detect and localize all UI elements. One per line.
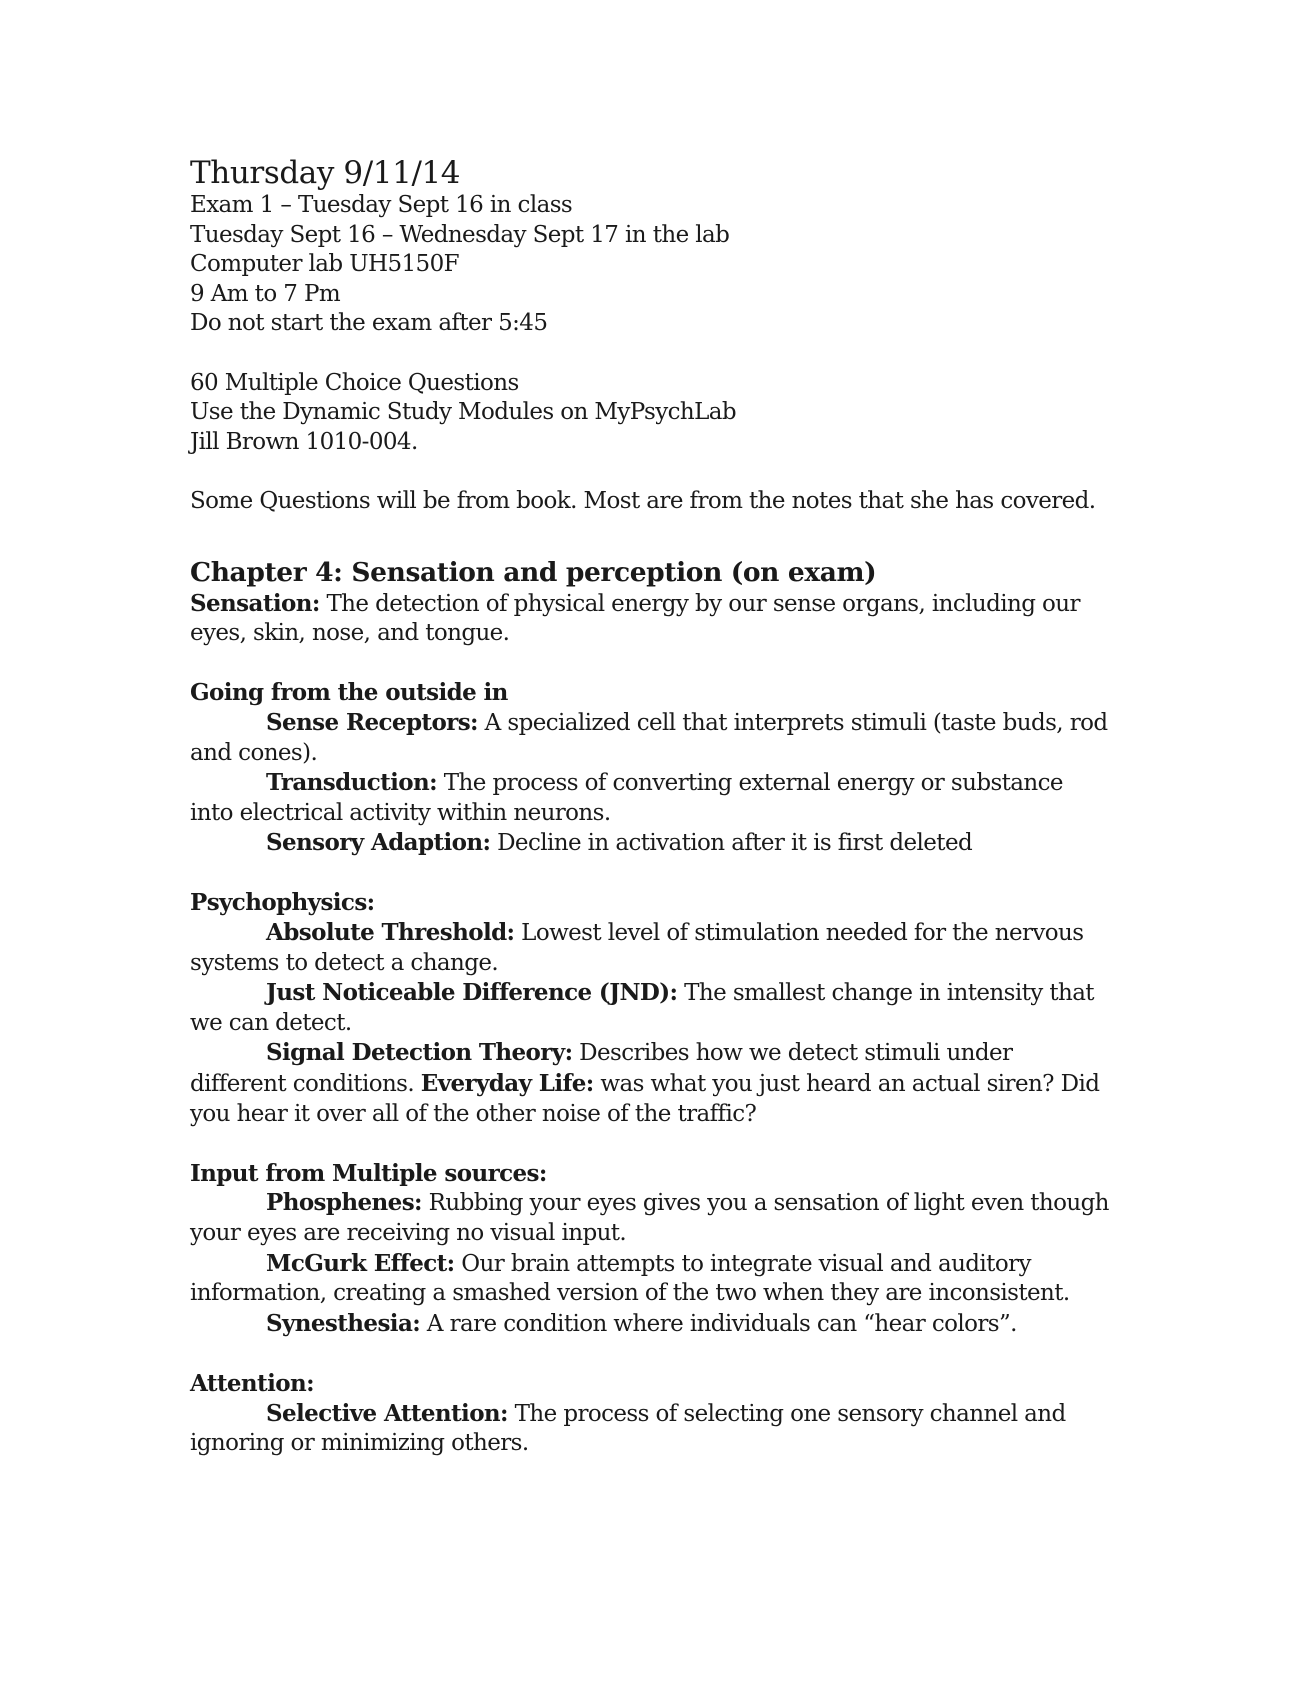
term-entry <box>190 768 1110 828</box>
term: Signal Detection Theory: <box>266 1039 573 1067</box>
info-line: 60 Multiple Choice Questions <box>190 369 519 396</box>
spacer <box>190 1129 1110 1159</box>
definition: Describes how we detect stimuli under different conditions. <box>190 1040 1013 1098</box>
term: Phosphenes: <box>266 1189 422 1217</box>
term-entry <box>190 708 1110 768</box>
exam-line: Computer lab UH5150F <box>190 251 459 278</box>
spacer <box>190 1339 1110 1369</box>
chapter-heading: Chapter 4: Sensation and perception (on exam) <box>190 556 877 588</box>
definition: The process of converting external energy or substance into electrical activity within neurons. <box>190 770 1063 826</box>
definition: The smallest change in intensity that we can detect. <box>190 980 1094 1036</box>
spacer <box>190 339 1110 369</box>
spacer <box>190 649 1110 679</box>
definition: Our brain attempts to integrate visual and auditory information, creating a smashed version of the two when they are inconsistent. <box>190 1250 1070 1307</box>
term: McGurk Effect: <box>266 1249 455 1277</box>
section-heading: Psychophysics: <box>190 889 375 917</box>
definition: The process of selecting one sensory channel and ignoring or minimizing others. <box>190 1400 1066 1457</box>
definition: Decline in activation after it is first deleted <box>490 830 973 857</box>
term: Just Noticeable Difference (JND): <box>266 979 678 1007</box>
term-entry <box>190 1188 1110 1248</box>
term-entry <box>190 1399 1110 1459</box>
spacer <box>190 859 1110 889</box>
term: Transduction: <box>266 769 438 797</box>
definition: Lowest level of stimulation needed for the nervous systems to detect a change. <box>190 920 1084 976</box>
term-entry <box>190 1249 1110 1309</box>
spacer <box>190 457 1110 487</box>
term-entry <box>190 1038 1110 1129</box>
document-page <box>190 155 1110 1459</box>
info-line: Use the Dynamic Study Modules on MyPsychLab <box>190 399 737 426</box>
definition: was what you just heard an actual siren? Did you hear it over all of the other noise of the traffic? <box>190 1071 1100 1127</box>
term: Sensory Adaption: <box>266 829 491 857</box>
exam-line: 9 Am to 7 Pm <box>190 280 341 307</box>
sensation-definition <box>190 589 1110 649</box>
section-heading: Attention: <box>190 1369 314 1397</box>
section-heading: Input from Multiple sources: <box>190 1159 547 1187</box>
exam-line: Exam 1 – Tuesday Sept 16 in class <box>190 192 573 218</box>
definition: Rubbing your eyes gives you a sensation of light even though your eyes are receiving no visual input. <box>190 1190 1109 1246</box>
exam-line: Do not start the exam after 5:45 <box>190 310 548 337</box>
term: Selective Attention: <box>266 1399 508 1427</box>
page-title: Thursday 9/11/14 <box>190 155 461 191</box>
term-entry <box>190 918 1110 978</box>
definition: The detection of physical energy by our sense organs, including our eyes, skin, nose, and tongue. <box>190 590 1080 647</box>
term: Everyday Life: <box>420 1070 594 1098</box>
term: Sensation: <box>190 589 320 617</box>
term-entry <box>190 978 1110 1038</box>
term: Synesthesia: <box>266 1309 421 1337</box>
definition: A specialized cell that interprets stimuli (taste buds, rod and cones). <box>190 709 1108 766</box>
section-heading: Going from the outside in <box>190 679 508 707</box>
exam-line: Tuesday Sept 16 – Wednesday Sept 17 in the lab <box>190 221 730 248</box>
term: Sense Receptors: <box>266 708 478 736</box>
info-line: Jill Brown 1010-004. <box>190 428 418 455</box>
spacer <box>190 517 1110 557</box>
term-entry <box>190 828 1110 859</box>
term: Absolute Threshold: <box>266 919 515 947</box>
definition: A rare condition where individuals can “hear colors”. <box>420 1310 1017 1337</box>
term-entry <box>190 1309 1110 1340</box>
exam-note: Some Questions will be from book. Most are from the notes that she has covered. <box>190 487 1096 514</box>
